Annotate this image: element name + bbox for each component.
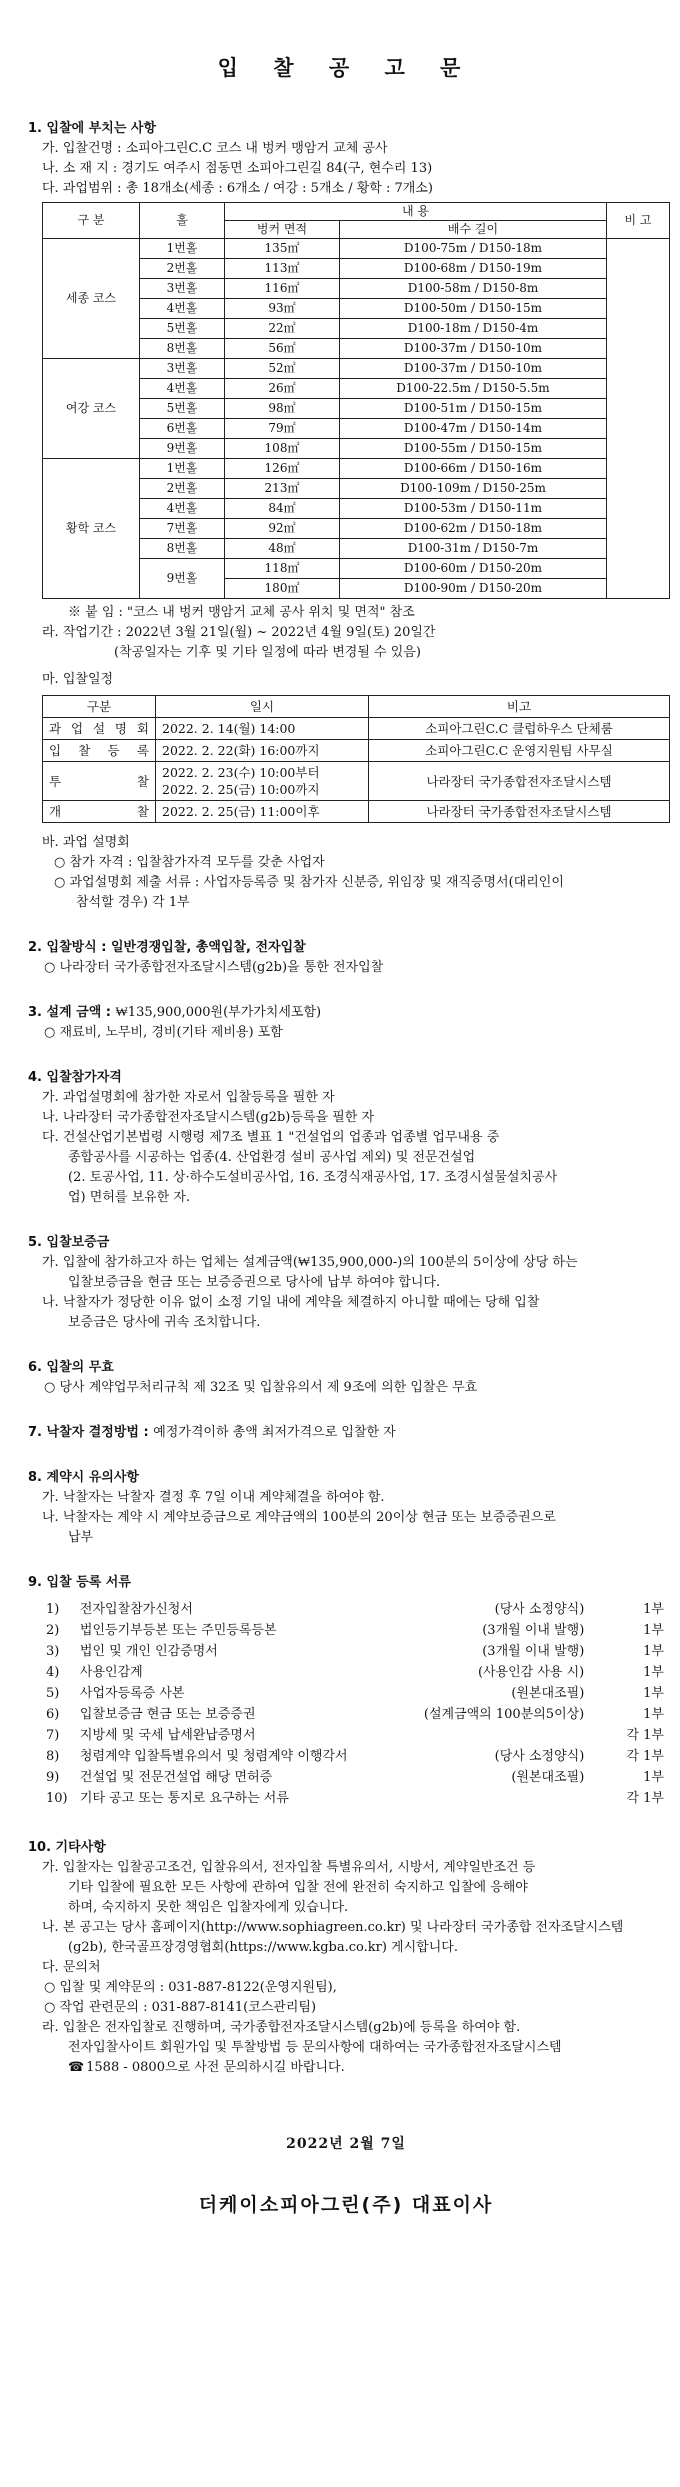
pipe-cell: D100-47m / D150-14m bbox=[340, 419, 607, 439]
doc-note: (사용인감 사용 시) bbox=[477, 1665, 585, 1680]
item-b-cont: (g2b), 한국골프장경영협회(https://www.kgba.co.kr) 게시합니다. bbox=[68, 1940, 458, 1955]
item-c: 다. 과업범위 : 총 18개소(세종 : 6개소 / 여강 : 5개소 / 황학 : 7개소) bbox=[42, 181, 433, 196]
doc-note: (당사 소정양식) bbox=[494, 1602, 585, 1617]
doc-count: 1부 bbox=[643, 1644, 664, 1659]
schedule-header-note: 비고 bbox=[369, 696, 670, 718]
schedule-key: 입 찰 등 록 bbox=[43, 740, 156, 762]
hole-cell: 5번홀 bbox=[140, 319, 225, 339]
item-b: 나. 소 재 지 : 경기도 여주시 점동면 소피아그린길 84(구, 현수리 13) bbox=[42, 161, 433, 176]
schedule-key: 투 찰 bbox=[43, 762, 156, 801]
schedule-time-end: 2022. 2. 25(금) 10:00까지 bbox=[162, 782, 320, 797]
item-d-phone bbox=[28, 2058, 664, 2077]
design-amount: ₩135,900,000원(부가가치세포함) bbox=[115, 1005, 322, 1020]
hole-cell: 6번홀 bbox=[140, 419, 225, 439]
hole-cell: 3번홀 bbox=[140, 279, 225, 299]
doc-count: 각 1부 bbox=[626, 1749, 664, 1764]
schedule-time: 2022. 2. 22(화) 16:00까지 bbox=[156, 740, 369, 762]
list-item bbox=[28, 1642, 664, 1661]
course-hwanghak: 황학 코스 bbox=[43, 459, 140, 599]
schedule-note: 소피아그린C.C 클럽하우스 단체룸 bbox=[369, 718, 670, 740]
item-c-cont: 업) 면허를 보유한 자. bbox=[68, 1190, 191, 1205]
schedule-table bbox=[42, 695, 670, 823]
item-d: 라. 작업기간 : 2022년 3월 21일(월) ~ 2022년 4월 9일(토) 20일간 bbox=[42, 625, 436, 640]
hole-cell: 2번홀 bbox=[140, 259, 225, 279]
section-heading: 7. 낙찰자 결정방법 : bbox=[28, 1425, 154, 1440]
pipe-cell: D100-37m / D150-10m bbox=[340, 359, 607, 379]
doc-name: 청렴계약 입찰특별유의서 및 청렴계약 이행각서 bbox=[79, 1749, 348, 1764]
doc-name: 입찰보증금 현금 또는 보증증권 bbox=[79, 1707, 256, 1722]
table-row bbox=[43, 459, 670, 479]
item-f: 바. 과업 설명회 bbox=[42, 835, 130, 850]
area-cell: 108㎡ bbox=[225, 439, 340, 459]
hole-cell: 4번홀 bbox=[140, 379, 225, 399]
item-b-cont: 보증금은 당사에 귀속 조치합니다. bbox=[68, 1315, 261, 1330]
doc-count: 1부 bbox=[643, 1665, 664, 1680]
pipe-cell: D100-66m / D150-16m bbox=[340, 459, 607, 479]
doc-note bbox=[409, 1789, 584, 1808]
item-a-cont: 입찰보증금을 현금 또는 보증증권으로 당사에 납부 하여야 합니다. bbox=[68, 1275, 441, 1290]
schedule-time bbox=[156, 762, 369, 801]
item-a: 가. 입찰자는 입찰공고조건, 입찰유의서, 전자입찰 특별유의서, 시방서, 계약일반조건 등 bbox=[42, 1860, 536, 1875]
schedule-note: 나라장터 국가종합전자조달시스템 bbox=[369, 762, 670, 801]
section-4 bbox=[28, 1068, 664, 1207]
list-item bbox=[28, 1684, 664, 1703]
doc-name: 건설업 및 전문건설업 해당 면허증 bbox=[79, 1770, 273, 1785]
doc-number: 6) bbox=[46, 1707, 60, 1722]
list-item bbox=[28, 1747, 664, 1766]
page-title: 입 찰 공 고 문 bbox=[217, 55, 475, 80]
section-heading: 1. 입찰에 부치는 사항 bbox=[28, 121, 157, 136]
item-f1: ○ 참가 자격 : 입찰참가자격 모두를 갖춘 사업자 bbox=[54, 855, 325, 870]
section-heading: 9. 입찰 등록 서류 bbox=[28, 1575, 131, 1590]
schedule-time-start: 2022. 2. 23(수) 10:00부터 bbox=[162, 765, 320, 780]
pipe-cell: D100-62m / D150-18m bbox=[340, 519, 607, 539]
doc-note bbox=[409, 1726, 584, 1745]
signature: 더케이소피아그린(주) 대표이사 bbox=[198, 2194, 494, 2216]
item-c: 다. 문의처 bbox=[42, 1960, 101, 1975]
list-item bbox=[28, 1726, 664, 1745]
section-8 bbox=[28, 1468, 664, 1547]
doc-count: 1부 bbox=[643, 1602, 664, 1617]
area-cell: 84㎡ bbox=[225, 499, 340, 519]
doc-count: 각 1부 bbox=[626, 1728, 664, 1743]
area-cell: 98㎡ bbox=[225, 399, 340, 419]
list-item bbox=[28, 1768, 664, 1787]
area-cell: 93㎡ bbox=[225, 299, 340, 319]
doc-note: (당사 소정양식) bbox=[494, 1749, 585, 1764]
section-3 bbox=[28, 1003, 664, 1042]
contact-2: ○ 작업 관련문의 : 031-887-8141(코스관리팀) bbox=[44, 2000, 317, 2015]
area-cell: 92㎡ bbox=[225, 519, 340, 539]
doc-number: 5) bbox=[46, 1686, 60, 1701]
section-10 bbox=[28, 1838, 664, 2077]
pipe-cell: D100-55m / D150-15m bbox=[340, 439, 607, 459]
doc-number: 2) bbox=[46, 1623, 60, 1638]
section-heading: 6. 입찰의 무효 bbox=[28, 1360, 114, 1375]
list-item bbox=[28, 1663, 664, 1682]
doc-name: 법인 및 개인 인감증명서 bbox=[79, 1644, 218, 1659]
list-item bbox=[28, 1705, 664, 1724]
section-6 bbox=[28, 1358, 664, 1397]
notice-date: 2022년 2월 7일 bbox=[286, 2136, 406, 2152]
doc-note: (설계금액의 100분의5이상) bbox=[423, 1707, 585, 1722]
schedule-header-time: 일시 bbox=[156, 696, 369, 718]
course-sejong: 세종 코스 bbox=[43, 239, 140, 359]
area-cell: 126㎡ bbox=[225, 459, 340, 479]
hole-cell: 9번홀 bbox=[140, 559, 225, 599]
item-a: 가. 과업설명회에 참가한 자로서 입찰등록을 필한 자 bbox=[42, 1090, 335, 1105]
item-f2: ○ 과업설명회 제출 서류 : 사업자등록증 및 참가자 신분증, 위임장 및 재직증명서(대리인이 bbox=[54, 875, 564, 890]
doc-number: 10) bbox=[46, 1791, 68, 1806]
section-1 bbox=[28, 119, 664, 912]
section-heading: 8. 계약시 유의사항 bbox=[28, 1470, 139, 1485]
pipe-cell: D100-109m / D150-25m bbox=[340, 479, 607, 499]
section-heading: 2. 입찰방식 : 일반경쟁입찰, 총액입찰, 전자입찰 bbox=[28, 940, 306, 955]
doc-count: 1부 bbox=[643, 1770, 664, 1785]
schedule-time: 2022. 2. 14(월) 14:00 bbox=[156, 718, 369, 740]
hole-cell: 1번홀 bbox=[140, 239, 225, 259]
doc-note: (원본대조필) bbox=[511, 1686, 585, 1701]
doc-number: 3) bbox=[46, 1644, 60, 1659]
area-cell: 116㎡ bbox=[225, 279, 340, 299]
schedule-header-gubun: 구분 bbox=[43, 696, 156, 718]
hole-cell: 4번홀 bbox=[140, 499, 225, 519]
schedule-note: 나라장터 국가종합전자조달시스템 bbox=[369, 801, 670, 823]
section-2 bbox=[28, 938, 664, 977]
hole-cell: 8번홀 bbox=[140, 539, 225, 559]
hole-cell: 9번홀 bbox=[140, 439, 225, 459]
hole-cell: 2번홀 bbox=[140, 479, 225, 499]
header-hole: 홀 bbox=[140, 203, 225, 239]
area-cell: 135㎡ bbox=[225, 239, 340, 259]
item-e: 마. 입찰일정 bbox=[42, 672, 114, 687]
item-d-note: (착공일자는 기후 및 기타 일정에 따라 변경될 수 있음) bbox=[114, 645, 421, 660]
doc-number: 8) bbox=[46, 1749, 60, 1764]
item-a-cont: 기타 입찰에 필요한 모든 사항에 관하여 입찰 전에 완전히 숙지하고 입찰에 응해야 bbox=[68, 1880, 528, 1895]
item-a: 가. 낙찰자는 낙찰자 결정 후 7일 이내 계약체결을 하여야 함. bbox=[42, 1490, 385, 1505]
section-heading: 5. 입찰보증금 bbox=[28, 1235, 110, 1250]
item-line: ○ 나라장터 국가종합전자조달시스템(g2b)을 통한 전자입찰 bbox=[44, 960, 384, 975]
pipe-cell: D100-51m / D150-15m bbox=[340, 399, 607, 419]
item-b-cont: 납부 bbox=[68, 1530, 94, 1545]
attachment-note: ※ 붙 임 : "코스 내 벙커 맹암거 교체 공사 위치 및 면적" 참조 bbox=[68, 605, 415, 620]
schedule-note: 소피아그린C.C 운영지원팀 사무실 bbox=[369, 740, 670, 762]
doc-note: (3개월 이내 발행) bbox=[482, 1623, 585, 1638]
area-cell: 118㎡ bbox=[225, 559, 340, 579]
doc-count: 1부 bbox=[643, 1707, 664, 1722]
contact-1: ○ 입찰 및 계약문의 : 031-887-8122(운영지원팀), bbox=[44, 1980, 337, 1995]
area-cell: 213㎡ bbox=[225, 479, 340, 499]
doc-note: (원본대조필) bbox=[511, 1770, 585, 1785]
table-row bbox=[43, 762, 670, 801]
hole-cell: 4번홀 bbox=[140, 299, 225, 319]
item-d: 라. 입찰은 전자입찰로 진행하며, 국가종합전자조달시스템(g2b)에 등록을 하여야 함. bbox=[42, 2020, 521, 2035]
header-area: 벙커 면적 bbox=[225, 221, 340, 239]
item-c-cont: (2. 토공사업, 11. 상·하수도설비공사업, 16. 조경식재공사업, 17. 조경시설물설치공사 bbox=[68, 1170, 558, 1185]
table-row bbox=[43, 740, 670, 762]
award-method: 예정가격이하 총액 최저가격으로 입찰한 자 bbox=[153, 1425, 396, 1440]
item-line: ○ 당사 계약업무처리규칙 제 32조 및 입찰유의서 제 9조에 의한 입찰은 무효 bbox=[44, 1380, 478, 1395]
area-cell: 56㎡ bbox=[225, 339, 340, 359]
pipe-cell: D100-18m / D150-4m bbox=[340, 319, 607, 339]
area-cell: 180㎡ bbox=[225, 579, 340, 599]
item-c-cont: 종합공사를 시공하는 업종(4. 산업환경 설비 공사업 제외) 및 전문건설업 bbox=[68, 1150, 476, 1165]
section-heading: 3. 설계 금액 : bbox=[28, 1005, 116, 1020]
pipe-cell: D100-37m / D150-10m bbox=[340, 339, 607, 359]
doc-note: (3개월 이내 발행) bbox=[482, 1644, 585, 1659]
course-yeogang: 여강 코스 bbox=[43, 359, 140, 459]
hole-cell: 1번홀 bbox=[140, 459, 225, 479]
doc-number: 9) bbox=[46, 1770, 60, 1785]
item-b: 나. 낙찰자가 정당한 이유 없이 소정 기일 내에 계약을 체결하지 아니할 때에는 당해 입찰 bbox=[42, 1295, 540, 1310]
doc-name: 전자입찰참가신청서 bbox=[79, 1602, 193, 1617]
item-c: 다. 건설산업기본법령 시행령 제7조 별표 1 "건설업의 업종과 업종별 업무내용 중 bbox=[42, 1130, 500, 1145]
pipe-cell: D100-90m / D150-20m bbox=[340, 579, 607, 599]
doc-count: 1부 bbox=[643, 1686, 664, 1701]
list-item bbox=[28, 1600, 664, 1619]
phone-icon: ☎ bbox=[68, 2060, 85, 2075]
scope-table bbox=[42, 202, 670, 599]
schedule-key: 과 업 설 명 회 bbox=[43, 718, 156, 740]
doc-number: 4) bbox=[46, 1665, 60, 1680]
note-cell bbox=[607, 239, 670, 599]
area-cell: 113㎡ bbox=[225, 259, 340, 279]
area-cell: 79㎡ bbox=[225, 419, 340, 439]
area-cell: 52㎡ bbox=[225, 359, 340, 379]
item-f2b: 참석할 경우) 각 1부 bbox=[76, 895, 190, 910]
table-row bbox=[43, 801, 670, 823]
pipe-cell: D100-68m / D150-19m bbox=[340, 259, 607, 279]
item-a: 가. 입찰에 참가하고자 하는 업체는 설계금액(₩135,900,000-)의 100분의 5이상에 상당 하는 bbox=[42, 1255, 578, 1270]
doc-name: 사업자등록증 사본 bbox=[79, 1686, 185, 1701]
section-heading: 4. 입찰참가자격 bbox=[28, 1070, 122, 1085]
pipe-cell: D100-53m / D150-11m bbox=[340, 499, 607, 519]
area-cell: 48㎡ bbox=[225, 539, 340, 559]
item-b: 나. 낙찰자는 계약 시 계약보증금으로 계약금액의 100분의 20이상 현금 또는 보증증권으로 bbox=[42, 1510, 556, 1525]
item-a-cont: 하며, 숙지하지 못한 책임은 입찰자에게 있습니다. bbox=[68, 1900, 349, 1915]
header-note: 비 고 bbox=[607, 203, 670, 239]
doc-number: 7) bbox=[46, 1728, 60, 1743]
item-line: ○ 재료비, 노무비, 경비(기타 제비용) 포함 bbox=[44, 1025, 283, 1040]
list-item bbox=[28, 1789, 664, 1808]
pipe-cell: D100-60m / D150-20m bbox=[340, 559, 607, 579]
doc-name: 법인등기부등본 또는 주민등록등본 bbox=[79, 1623, 277, 1638]
item-b: 나. 본 공고는 당사 홈페이지(http://www.sophiagreen.co.kr) 및 나라장터 국가종합 전자조달시스템 bbox=[42, 1920, 624, 1935]
phone-text: 1588 - 0800으로 사전 문의하시길 바랍니다. bbox=[86, 2060, 345, 2075]
section-heading: 10. 기타사항 bbox=[28, 1840, 106, 1855]
pipe-cell: D100-31m / D150-7m bbox=[340, 539, 607, 559]
schedule-time: 2022. 2. 25(금) 11:00이후 bbox=[156, 801, 369, 823]
doc-name: 기타 공고 또는 통지로 요구하는 서류 bbox=[79, 1791, 289, 1806]
pipe-cell: D100-75m / D150-18m bbox=[340, 239, 607, 259]
area-cell: 22㎡ bbox=[225, 319, 340, 339]
pipe-cell: D100-58m / D150-8m bbox=[340, 279, 607, 299]
pipe-cell: D100-50m / D150-15m bbox=[340, 299, 607, 319]
table-row bbox=[43, 359, 670, 379]
section-5 bbox=[28, 1233, 664, 1332]
doc-count: 각 1부 bbox=[626, 1791, 664, 1806]
hole-cell: 5번홀 bbox=[140, 399, 225, 419]
hole-cell: 3번홀 bbox=[140, 359, 225, 379]
hole-cell: 7번홀 bbox=[140, 519, 225, 539]
header-pipe: 배수 길이 bbox=[340, 221, 607, 239]
doc-name: 사용인감계 bbox=[79, 1665, 143, 1680]
list-item bbox=[28, 1621, 664, 1640]
schedule-key: 개 찰 bbox=[43, 801, 156, 823]
item-a: 가. 입찰건명 : 소피아그린C.C 코스 내 벙커 맹암거 교체 공사 bbox=[42, 141, 388, 156]
doc-number: 1) bbox=[46, 1602, 60, 1617]
section-9 bbox=[28, 1573, 664, 1808]
table-row bbox=[43, 239, 670, 259]
item-b: 나. 나라장터 국가종합전자조달시스템(g2b)등록을 필한 자 bbox=[42, 1110, 374, 1125]
area-cell: 26㎡ bbox=[225, 379, 340, 399]
hole-cell: 8번홀 bbox=[140, 339, 225, 359]
header-gubun: 구 분 bbox=[43, 203, 140, 239]
item-d-cont: 전자입찰사이트 회원가입 및 투찰방법 등 문의사항에 대하여는 국가종합전자조달시스템 bbox=[68, 2040, 562, 2055]
doc-count: 1부 bbox=[643, 1623, 664, 1638]
header-content: 내 용 bbox=[225, 203, 607, 221]
pipe-cell: D100-22.5m / D150-5.5m bbox=[340, 379, 607, 399]
doc-name: 지방세 및 국세 납세완납증명서 bbox=[79, 1728, 256, 1743]
section-7 bbox=[28, 1423, 664, 1442]
table-row bbox=[43, 718, 670, 740]
